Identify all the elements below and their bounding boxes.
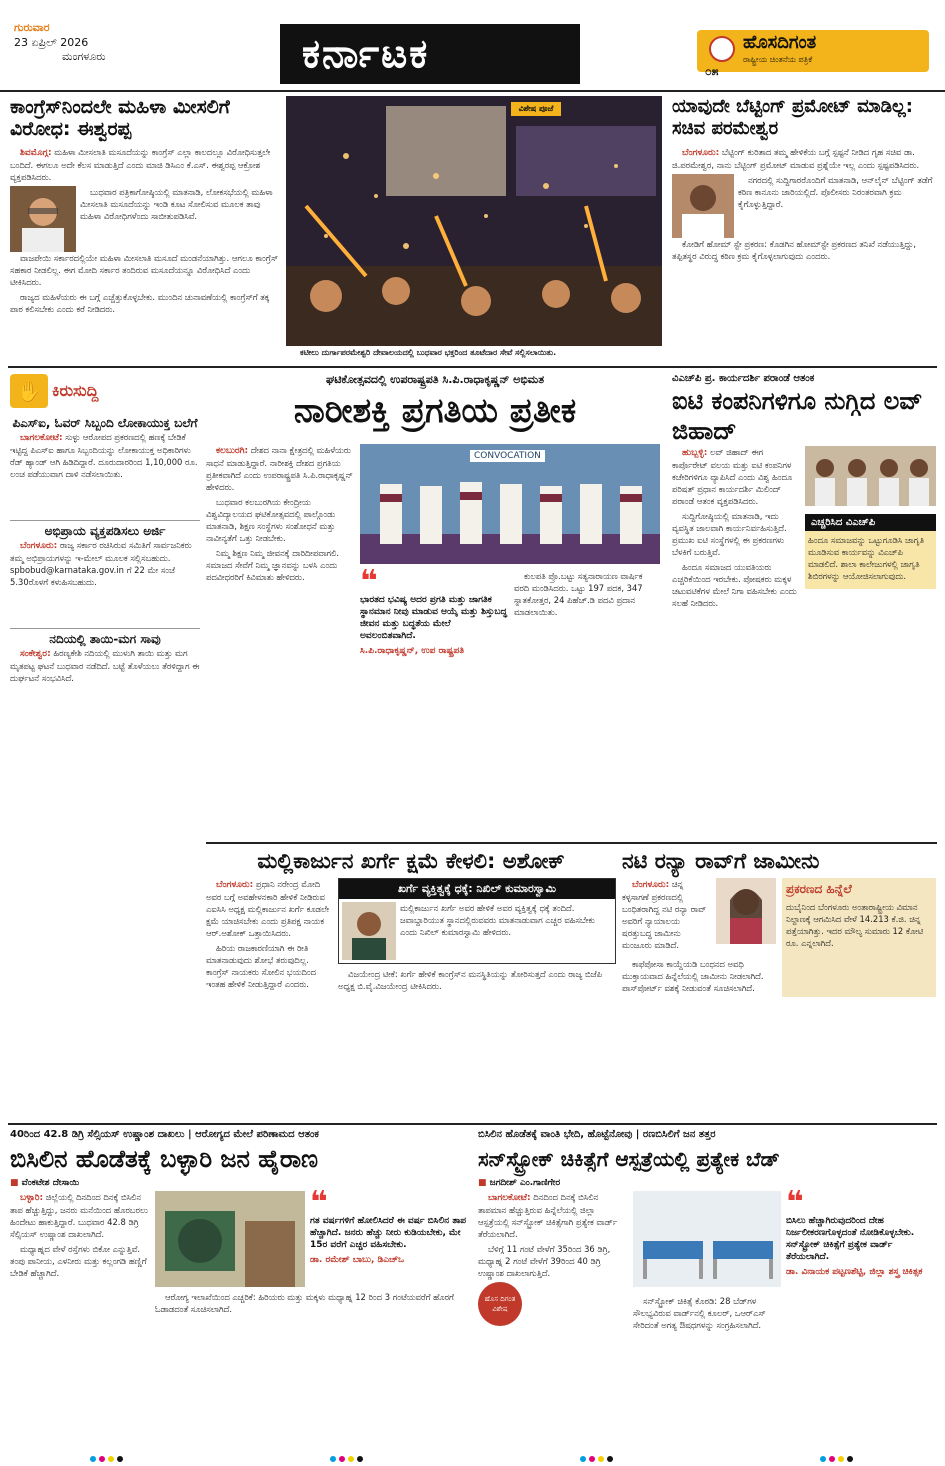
paragraph: ಸುದ್ದಿಗೋಷ್ಠಿಯಲ್ಲಿ ಮಾತನಾಡಿ, ಇದು ವ್ಯವಸ್ಥಿತ ಜಾಲವಾಗಿ ಕಾರ್ಯನಿರ್ವಹಿಸುತ್ತಿದೆ. ಪ್ರಮುಖ ಐಟಿ ಸಂಸ್ಥೆಗಳಲ್ಲಿ ಈ ಪ್ರಕರಣಗಳು ಬೆಳಕಿಗೆ ಬರುತ್ತಿವೆ. [672, 511, 787, 557]
edition-city: ಮಂಗಳೂರು [62, 50, 106, 63]
brief-headline[interactable]: ಅಭಿಪ್ರಾಯ ವ್ಯಕ್ತಪಡಿಸಲು ಅರ್ಜಿ [10, 520, 200, 539]
dateline: ಬೆಂಗಳೂರು: [216, 880, 254, 890]
brief-body [10, 431, 200, 480]
story-kharge [206, 846, 616, 1118]
story-body [10, 146, 280, 315]
paragraph: ಬುಧವಾರ ಕಲಬುರಗಿಯ ಕೇಂದ್ರೀಯ ವಿಶ್ವವಿದ್ಯಾಲಯದ ಘಟಿಕೋತ್ಸವದಲ್ಲಿ ಪಾಲ್ಗೊಂಡು ಮಾತನಾಡಿ, ಶಿಕ್ಷಣ ಸಂಸ್ಥೆಗಳು ಸಂಶೋಧನೆ ಮತ್ತು ನಾವೀನ್ಯತೆಗೆ ಒತ್ತು ನೀಡಬೇಕು. [206, 497, 336, 543]
temple-festival-photo [286, 96, 662, 346]
pull-quote [360, 564, 508, 657]
portrait-photo [10, 186, 76, 252]
color-registration-marks [820, 1447, 856, 1453]
headline[interactable]: ಯಾವುದೇ ಬೆಟ್ಟಿಂಗ್ ಪ್ರಮೋಟ್ ಮಾಡಿಲ್ಲ: ಸಚಿವ ಪರಮೇಶ್ವರ [672, 96, 913, 139]
dateline: ಕಲಬುರಗಿ: [216, 446, 249, 456]
dateline: ಬಾಗಲಕೋಟೆ: [488, 1193, 531, 1203]
headline[interactable]: ಬಿಸಿಲಿನ ಹೊಡೆತಕ್ಕೆ ಬಳ್ಳಾರಿ ಜನ ಹೈರಾಣ [10, 1145, 319, 1173]
story-body [206, 444, 354, 657]
dateline: ಶಿವಮೊಗ್ಗ: [20, 148, 52, 158]
paragraph: ಹಿಂದೂ ಸಮಾಜದ ಯುವತಿಯರು ಎಚ್ಚರಿಕೆಯಿಂದ ಇರಬೇಕು. ಪೋಷಕರು ಮಕ್ಕಳ ಚಟುವಟಿಕೆಗಳ ಮೇಲೆ ನಿಗಾ ವಹಿಸಬೇಕು ಎಂದು ಸಲಹೆ ನೀಡಿದರು. [672, 562, 797, 608]
brief-label: ಕಿರುಸುದ್ದಿ [52, 381, 99, 400]
quote-text: ಭಾರತದ ಭವಿಷ್ಯ ಅದರ ಪ್ರಗತಿ ಮತ್ತು ಜಾಗತಿಕ ಸ್ಥಾನಮಾನ ನೀವು ಮಾಡುವ ಆಯ್ಕೆ ಮತ್ತು ಶಿಸ್ತುಬದ್ಧ ಜೀವನ ಮತ್ತು ಬದ್ಧತೆಯ ಮೇಲೆ ಅವಲಂಬಿತವಾಗಿದೆ. [360, 595, 508, 641]
paragraph: ಸನ್‌ಸ್ಟ್ರೋಕ್ ಚಿಕಿತ್ಸೆ ಕೊಠಡಿ: 28 ಬೆಡ್‌ಗಳ ಸೌಲಭ್ಯವಿರುವ ವಾರ್ಡ್‌ನಲ್ಲಿ ಕೂಲರ್, ಒಆರ್‌ಎಸ್ ಸೇರಿದಂತೆ ಅಗತ್ಯ ಔಷಧಗಳನ್ನು ಸಂಗ್ರಹಿಸಲಾಗಿದೆ. [633, 1296, 766, 1330]
dateline: ಬೆಂಗಳೂರು: [682, 148, 720, 158]
dateline: ಬೆಂಗಳೂರು: [20, 541, 58, 551]
dateline: ಹುಬ್ಬಳ್ಳಿ: [682, 448, 708, 458]
dateline: ಬಳ್ಳಾರಿ: [20, 1193, 44, 1203]
special-stamp: ಹೊಸ ದಿಗಂತ ವಿಶೇಷ [478, 1282, 522, 1326]
special-puja-badge: ವಿಶೇಷ ಪೂಜೆ [511, 102, 561, 116]
issue-date: 23 ಏಪ್ರಿಲ್ 2026 [14, 36, 89, 49]
pull-quote [786, 1185, 936, 1334]
brief-headline[interactable]: ನದಿಯಲ್ಲಿ ತಾಯಿ-ಮಗ ಸಾವು [10, 628, 200, 647]
paragraph: ಹಿರಿಯ ರಾಜಕಾರಣಿಯಾಗಿ ಈ ರೀತಿ ಮಾತನಾಡುವುದು ಶೋಭೆ ತರುವುದಿಲ್ಲ. ಕಾಂಗ್ರೆಸ್ ನಾಯಕರು ಸೋಲಿನ ಭಯದಿಂದ ಇಂತಹ ಹೇಳಿಕೆ ನೀಡುತ್ತಿದ್ದಾರೆ ಎಂದರು. [206, 943, 316, 989]
brief-body [10, 647, 200, 684]
box-title: ಖರ್ಗೆ ವ್ಯಕ್ತಿತ್ವಕ್ಕೆ ಧಕ್ಕೆ: ನಿಖಿಲ್ ಕುಮಾರಸ್ವಾಮಿ [339, 879, 615, 899]
story-body [478, 1191, 628, 1334]
paragraph: ಕಾಫೆಪೋಸಾ ಕಾಯ್ದೆಯಡಿ ಬಂಧನದ ಅವಧಿ ಮುಕ್ತಾಯವಾದ ಹಿನ್ನೆಲೆಯಲ್ಲಿ ಜಾಮೀನು ನೀಡಲಾಗಿದೆ. ಪಾಸ್‌ಪೋರ್ಟ್ ವಶಕ್ಕೆ ನೀಡುವಂತೆ ಸೂಚಿಸಲಾಗಿದೆ. [622, 959, 764, 993]
paragraph: ಲವ್ ಜಿಹಾದ್ ಈಗ ಕಾರ್ಪೊರೇಟ್ ವಲಯ ಮತ್ತು ಐಟಿ ಕಂಪನಿಗಳ ಕಚೇರಿಗಳಿಗೂ ವ್ಯಾಪಿಸಿದೆ ಎಂದು ವಿಶ್ವ ಹಿಂದೂ ಪರಿಷತ್ ಪ್ರಧಾನ ಕಾರ್ಯದರ್ಶಿ ಮಿಲಿಂದ್ ಪರಾಂಡೆ ಆತಂಕ ವ್ಯಕ್ತಪಡಿಸಿದರು. [672, 447, 793, 506]
kicker: ಬಿಸಿಲಿನ ಹೊಡೆತಕ್ಕೆ ವಾಂತಿ ಭೇದಿ, ಹೊಟ್ಟೆನೋವು | ರಣಬಿಸಿಲಿಗೆ ಜನ ತತ್ತರ [478, 1129, 716, 1140]
brand-name: ಹೊಸದಿಗಂತ [743, 32, 817, 53]
paragraph: ಪ್ರಧಾನಿ ನರೇಂದ್ರ ಮೋದಿ ಅವರ ಬಗ್ಗೆ ಅವಹೇಳನಕಾರಿ ಹೇಳಿಕೆ ನೀಡಿರುವ ಎಐಸಿಸಿ ಅಧ್ಯಕ್ಷ ಮಲ್ಲಿಕಾರ್ಜುನ ಖರ್ಗೆ ಕೂಡಲೇ ಕ್ಷಮೆ ಯಾಚಿಸಬೇಕು ಎಂದು ಪ್ರತಿಪಕ್ಷ ನಾಯಕ ಆರ್.ಅಶೋಕ್ ಒತ್ತಾಯಿಸಿದರು. [206, 879, 330, 938]
paragraph: ವಾಜಪೇಯಿ ಸರ್ಕಾರದಲ್ಲಿಯೇ ಮಹಿಳಾ ಮೀಸಲಾತಿ ಮಸೂದೆ ಮಂಡನೆಯಾಗಿತ್ತು. ಆಗಲೂ ಕಾಂಗ್ರೆಸ್ ಸಹಕಾರ ನೀಡಲಿಲ್ಲ. ಈಗ ಮೋದಿ ಸರ್ಕಾರ ತಂದಿರುವ ಮಸೂದೆಯನ್ನೂ ವಿರೋಧಿಸಿದೆ ಎಂದು ಟೀಕಿಸಿದರು. [10, 253, 279, 287]
story-mahila-meesalu [10, 96, 280, 360]
quote-attribution: ಡಾ. ವಿನಾಯಕ ಪಟ್ಟಣಶೆಟ್ಟಿ, ಜಿಲ್ಲಾ ಶಸ್ತ್ರ ಚಿಕಿತ್ಸಕ [786, 1267, 923, 1277]
box-title: ಎಚ್ಚರಿಸಿದ ವಿಎಚ್‌ಪಿ [805, 514, 936, 531]
convocation-photo [360, 444, 660, 564]
box-body: ದುಬೈನಿಂದ ಬೆಂಗಳೂರು ಅಂತಾರಾಷ್ಟ್ರೀಯ ವಿಮಾನ ನಿಲ್ದಾಣಕ್ಕೆ ಆಗಮಿಸಿದ ವೇಳೆ 14.213 ಕೆ.ಜಿ. ಚಿನ್ನ ಪತ್ತೆಯಾಗಿತ್ತು. ಇದರ ಮೌಲ್ಯ ಸುಮಾರು 12 ಕೋಟಿ ರೂ. ಎನ್ನಲಾಗಿದೆ. [786, 902, 924, 948]
dignitaries-image [360, 444, 660, 564]
story-body [622, 878, 712, 954]
paragraph: ಬುಧವಾರ ಪತ್ರಿಕಾಗೋಷ್ಠಿಯಲ್ಲಿ ಮಾತನಾಡಿ, ಲೋಕಸಭೆಯಲ್ಲಿ ಮಹಿಳಾ ಮೀಸಲಾತಿ ಮಸೂದೆಯನ್ನು ಇಂಡಿ ಕೂಟ ಸೋಲಿಸುವ ಮೂಲಕ ತಾವು ಮಹಿಳಾ ವಿರೋಧಿಗಳೆಂದು ಸಾಬೀತುಪಡಿಸಿವೆ. [80, 187, 273, 221]
headline[interactable]: ಮಲ್ಲಿಕಾರ್ಜುನ ಖರ್ಗೆ ಕ್ಷಮೆ ಕೇಳಲಿ: ಅಶೋಕ್ [257, 849, 565, 873]
quote-attribution: ಸಿ.ಪಿ.ರಾಧಾಕೃಷ್ಣನ್, ಉಪ ರಾಷ್ಟ್ರಪತಿ [360, 646, 465, 656]
paragraph: ಕುಲಪತಿ ಪ್ರೊ.ಬಟ್ಟು ಸತ್ಯನಾರಾಯಣ ವಾರ್ಷಿಕ ವರದಿ ಮಂಡಿಸಿದರು. ಒಟ್ಟು 197 ಪದಕ, 347 ಸ್ನಾತಕೋತ್ತರ, 24 ಪಿಹೆಚ್.ಡಿ ಪದವಿ ಪ್ರದಾನ ಮಾಡಲಾಯಿತು. [514, 571, 643, 617]
paragraph: ಮಹಿಳಾ ಮೀಸಲಾತಿ ಮಸೂದೆಯನ್ನು ಕಾಂಗ್ರೆಸ್ ಎಲ್ಲಾ ಕಾಲದಲ್ಲೂ ವಿರೋಧಿಸುತ್ತಲೇ ಬಂದಿದೆ. ಈಗಲೂ ಅದೇ ಕೆಲಸ ಮಾಡುತ್ತಿದೆ ಎಂದು ಮಾಜಿ ಡಿಸಿಎಂ ಕೆ.ಎಸ್. ಈಶ್ವರಪ್ಪ ಆಕ್ರೋಶ ವ್ಯಕ್ತಪಡಿಸಿದರು. [10, 147, 271, 182]
street-heat-photo [155, 1191, 305, 1287]
story-body [338, 968, 616, 992]
brand-tagline: ರಾಷ್ಟ್ರೀಯ ಚಿಂತನೆಯ ಪತ್ರಿಕೆ [743, 55, 813, 64]
color-registration-marks [90, 1447, 126, 1453]
brief-body [10, 539, 200, 588]
kicker: ವಿಎಚ್‌ಪಿ ಪ್ರ. ಕಾರ್ಯದರ್ಶಿ ಪರಾಂಡೆ ಆತಂಕ [672, 373, 815, 384]
quote-text: ಬಿಸಿಲು ಹೆಚ್ಚಾಗಿರುವುದರಿಂದ ದೇಹ ನಿರ್ಜಲೀಕರಣಗೊಳ್ಳದಂತೆ ನೋಡಿಕೊಳ್ಳಬೇಕು. ಸನ್‌ಸ್ಟ್ರೋಕ್ ಚಿಕಿತ್ಸೆಗೆ ಪ್ರತ್ಯೇಕ ವಾರ್ಡ್ ತೆರೆಯಲಾಗಿದೆ. [786, 1216, 915, 1262]
photo-caption: ಕಟೀಲು ದುರ್ಗಾಪರಮೇಶ್ವರಿ ದೇವಾಲಯದಲ್ಲಿ ಬುಧವಾರ ಭಕ್ತರಿಂದ ತೂಟೆದಾರ ಸೇವೆ ಸಲ್ಲಿಸಲಾಯಿತು. [300, 348, 557, 357]
paragraph: ಸುಳ್ಳು ಆರೋಪದ ಪ್ರಕರಣದಲ್ಲಿ ಹಣಕ್ಕೆ ಬೇಡಿಕೆ ಇಟ್ಟಿದ್ದ ಪಿಎಸ್‌ಐ ಹಾಗೂ ಸಿಬ್ಬಂದಿಯನ್ನು ಲೋಕಾಯುಕ್ತ ಅಧಿಕಾರಿಗಳು ರೆಡ್ ಹ್ಯಾಂಡ್ ಆಗಿ ಹಿಡಿದಿದ್ದಾರೆ. ದೂರುದಾರರಿಂದ 1,10,000 ರೂ. ಲಂಚ ಪಡೆಯುವಾಗ ದಾಳಿ ನಡೆಸಲಾಯಿತು. [10, 432, 198, 479]
color-registration-marks [580, 1447, 616, 1453]
story-betting [672, 96, 936, 360]
story-body [155, 1291, 470, 1315]
dateline: ಬೆಂಗಳೂರು: [632, 880, 670, 890]
paragraph: ದಿನದಿಂದ ದಿನಕ್ಕೆ ಬಿಸಿಲಿನ ತಾಪಮಾನ ಹೆಚ್ಚುತ್ತಿರುವ ಹಿನ್ನೆಲೆಯಲ್ಲಿ ಜಿಲ್ಲಾ ಆಸ್ಪತ್ರೆಯಲ್ಲಿ ಸನ್‌ಸ್ಟ್ರೋಕ್ ಚಿಕಿತ್ಸೆಗಾಗಿ ಪ್ರತ್ಯೇಕ ವಾರ್ಡ್ ತೆರೆಯಲಾಗಿದೆ. [478, 1192, 618, 1239]
sidebar-box [782, 878, 936, 997]
portrait-photo [716, 878, 776, 944]
masthead [0, 0, 945, 92]
story-nari-shakti [206, 372, 664, 838]
brief-hand-icon: ✋ [10, 374, 48, 408]
paragraph: ನಿಮ್ಮ ಶಿಕ್ಷಣ ನಿಮ್ಮ ಜೀವನಕ್ಕೆ ದಾರಿದೀಪವಾಗಲಿ. ಸಮಾಜದ ಸೇವೆಗೆ ನಿಮ್ಮ ಜ್ಞಾನವನ್ನು ಬಳಸಿ ಎಂದು ಪದವೀಧರರಿಗೆ ಕಿವಿಮಾತು ಹೇಳಿದರು. [206, 548, 340, 582]
headline[interactable]: ಐಟಿ ಕಂಪನಿಗಳಿಗೂ ನುಗ್ಗಿದ ಲವ್ ಜಿಹಾದ್ [672, 387, 923, 445]
divider [8, 1123, 937, 1125]
quote-mark-icon: ❝ [310, 1185, 328, 1220]
byline [10, 1178, 470, 1188]
section-title: ಕರ್ನಾಟಕ [280, 24, 580, 84]
dateline: ಬಾಗಲಕೋಟೆ: [20, 433, 63, 443]
paragraph: ರಾಜ್ಯದ ಮಹಿಳೆಯರು ಈ ಬಗ್ಗೆ ಎಚ್ಚೆತ್ತುಕೊಳ್ಳಬೇಕು. ಮುಂದಿನ ಚುನಾವಣೆಯಲ್ಲಿ ಕಾಂಗ್ರೆಸ್‌ಗೆ ತಕ್ಕ ಪಾಠ ಕಲಿಸಬೇಕು ಎಂದು ಕರೆ ನೀಡಿದರು. [10, 292, 270, 314]
dateline-block [14, 20, 88, 50]
sidebar-box [338, 878, 616, 964]
portrait-photo [342, 902, 396, 960]
paragraph: ಬೆಟ್ಟಿಂಗ್ ಕುರಿತಾದ ತಮ್ಮ ಹೇಳಿಕೆಯ ಬಗ್ಗೆ ಸ್ಪಷ್ಟನೆ ನೀಡಿದ ಗೃಹ ಸಚಿವ ಡಾ. ಜಿ.ಪರಮೇಶ್ವರ, ನಾನು ಬೆಟ್ಟಿಂಗ್ ಪ್ರಮೋಟ್ ಮಾಡುವ ಪ್ರಶ್ನೆಯೇ ಇಲ್ಲ ಎಂದು ಸ್ಪಷ್ಟಪಡಿಸಿದರು. [672, 147, 920, 170]
quote-mark-icon: ❝ [786, 1185, 804, 1220]
paragraph: ಬೆಳಿಗ್ಗೆ 11 ಗಂಟೆ ವೇಳೆಗೆ 35ರಿಂದ 36 ಡಿಗ್ರಿ, ಮಧ್ಯಾಹ್ನ 2 ಗಂಟೆ ವೇಳೆಗೆ 39ರಿಂದ 40 ಡಿಗ್ರಿ ಉಷ್ಣಾಂಶ ದಾಖಲಾಗುತ್ತಿದೆ. [478, 1244, 611, 1278]
box-body: ಹಿಂದೂ ಸಮಾಜವನ್ನು ಒಟ್ಟುಗೂಡಿಸಿ ಜಾಗೃತಿ ಮೂಡಿಸುವ ಕಾರ್ಯವನ್ನು ವಿಎಚ್‌ಪಿ ಮಾಡಲಿದೆ. ಶಾಲಾ ಕಾಲೇಜುಗಳಲ್ಲಿ ಜಾಗೃತಿ ಶಿಬಿರಗಳನ್ನು ಆಯೋಜಿಸಲಾಗುವುದು. [808, 535, 925, 581]
byline-marker-icon: ■ [10, 1178, 22, 1188]
story-body [672, 146, 936, 262]
byline-name: ವೆಂಕಟೇಶ ದೇಸಾಯಿ [21, 1178, 80, 1188]
byline-name: ಜಗದೀಶ್ ಎಂ.ಗಾಣಿಗೇರ [489, 1178, 561, 1188]
sidebar-box [805, 514, 936, 589]
paragraph: ಮಧ್ಯಾಹ್ನದ ವೇಳೆ ರಸ್ತೆಗಳು ಬಿಕೋ ಎನ್ನುತ್ತಿವೆ. ತಂಪು ಪಾನೀಯ, ಎಳನೀರು ಮತ್ತು ಕಲ್ಲಂಗಡಿ ಹಣ್ಣಿಗೆ ಬೇಡಿಕೆ ಹೆಚ್ಚಾಗಿದೆ. [10, 1244, 147, 1278]
hospital-ward-photo [633, 1191, 781, 1287]
page-number: ೦೫ [705, 64, 719, 78]
press-meet-photo [805, 446, 936, 506]
divider [206, 842, 937, 844]
paragraph: ರಾಜ್ಯ ಸರ್ಕಾರ ರಚಿಸಿರುವ ಸಮಿತಿಗೆ ಸಾರ್ವಜನಿಕರು ತಮ್ಮ ಅಭಿಪ್ರಾಯಗಳನ್ನು ಇ-ಮೇಲ್ ಮೂಲಕ ಸಲ್ಲಿಸಬಹುದು. spbobud@karnataka.gov.in ಗೆ 22 ಮೇ ಸಂಜೆ 5.30ರೊಳಗೆ ಕಳುಹಿಸಬಹುದು. [10, 540, 192, 587]
byline [478, 1178, 936, 1188]
story-body [10, 1191, 150, 1318]
box-body: ಮಲ್ಲಿಕಾರ್ಜುನ ಖರ್ಗೆ ಅವರ ಹೇಳಿಕೆ ಅವರ ವ್ಯಕ್ತಿತ್ವಕ್ಕೆ ಧಕ್ಕೆ ತಂದಿದೆ. ಜವಾಬ್ದಾರಿಯುತ ಸ್ಥಾನದಲ್ಲಿರುವವರು ಮಾತನಾಡುವಾಗ ಎಚ್ಚರ ವಹಿಸಬೇಕು ಎಂದು ನಿಖಿಲ್ ಕುಮಾರಸ್ವಾಮಿ ಹೇಳಿದರು. [400, 903, 595, 937]
quote-mark-icon: ❝ [360, 564, 378, 599]
kicker: ಘಟಿಕೋತ್ಸವದಲ್ಲಿ ಉಪರಾಷ್ಟ್ರಪತಿ ಸಿ.ಪಿ.ರಾಧಾಕೃಷ್ಣನ್ ಅಭಿಮತ [325, 373, 545, 386]
paragraph: ಹಿರಣ್ಯಕೇಶಿ ನದಿಯಲ್ಲಿ ಮುಳುಗಿ ತಾಯಿ ಮತ್ತು ಮಗ ಮೃತಪಟ್ಟ ಘಟನೆ ಬುಧವಾರ ನಡೆದಿದೆ. ಬಟ್ಟೆ ತೊಳೆಯಲು ತೆರಳಿದ್ದಾಗ ಈ ದುರ್ಘಟನೆ ಸಂಭವಿಸಿದೆ. [10, 648, 200, 683]
convocation-banner: CONVOCATION [470, 450, 545, 462]
paragraph: ಚಿನ್ನ ಕಳ್ಳಸಾಗಣೆ ಪ್ರಕರಣದಲ್ಲಿ ಬಂಧಿತರಾಗಿದ್ದ ನಟಿ ರನ್ಯಾ ರಾವ್ ಅವರಿಗೆ ನ್ಯಾಯಾಲಯ ಷರತ್ತುಬದ್ಧ ಜಾಮೀನು ಮಂಜೂರು ಮಾಡಿದೆ. [622, 879, 707, 950]
paragraph: ಕೋಡಿಗೆ ಹೋಮ್ ಸ್ಟೇ ಪ್ರಕರಣ: ಕೊಡಗಿನ ಹೋಮ್‌ಸ್ಟೇ ಪ್ರಕರಣದ ತನಿಖೆ ನಡೆಯುತ್ತಿದ್ದು, ತಪ್ಪಿತಸ್ಥರ ವಿರುದ್ಧ ಕಠಿಣ ಕ್ರಮ ಕೈಗೊಳ್ಳಲಾಗುವುದು ಎಂದರು. [672, 239, 916, 261]
story-sunstroke [478, 1128, 936, 1428]
headline[interactable]: ನಾರೀಶಕ್ತಿ ಪ್ರಗತಿಯ ಪ್ರತೀಕ [293, 391, 577, 431]
paragraph: ನಗರದಲ್ಲಿ ಸುದ್ದಿಗಾರರೊಂದಿಗೆ ಮಾತನಾಡಿ, ಆನ್‌ಲೈನ್ ಬೆಟ್ಟಿಂಗ್ ತಡೆಗೆ ಕಠಿಣ ಕಾನೂನು ಜಾರಿಯಲ್ಲಿದೆ. ಪೊಲೀಸರು ನಿರಂತರವಾಗಿ ಕ್ರಮ ಕೈಗೊಳ್ಳುತ್ತಿದ್ದಾರೆ. [738, 175, 933, 209]
paragraph: ದೇಶದ ನಾನಾ ಕ್ಷೇತ್ರದಲ್ಲಿ ಮಹಿಳೆಯರು ಸಾಧನೆ ಮಾಡುತ್ತಿದ್ದಾರೆ. ನಾರೀಶಕ್ತಿ ದೇಶದ ಪ್ರಗತಿಯ ಪ್ರತೀಕವಾಗಿದೆ ಎಂದು ಉಪರಾಷ್ಟ್ರಪತಿ ಸಿ.ಪಿ.ರಾಧಾಕೃಷ್ಣನ್ ಹೇಳಿದರು. [206, 445, 353, 492]
weekday: ಗುರುವಾರ [14, 21, 50, 34]
story-love-jihad [672, 372, 936, 838]
kirusuddi-column [10, 372, 200, 838]
newspaper-logo [697, 30, 929, 78]
color-registration-marks [330, 1447, 366, 1453]
story-body [633, 1295, 781, 1331]
headline[interactable]: ಕಾಂಗ್ರೆಸ್‌ನಿಂದಲೇ ಮಹಿಳಾ ಮೀಸಲಿಗೆ ವಿರೋಧ: ಈಶ್ವರಪ್ಪ [10, 96, 230, 140]
headline[interactable]: ನಟಿ ರನ್ಯಾ ರಾವ್‌ಗೆ ಜಾಮೀನು [622, 849, 820, 873]
box-title: ಪ್ರಕರಣದ ಹಿನ್ನೆಲೆ [786, 882, 852, 896]
headline[interactable]: ಸನ್‌ಸ್ಟ್ರೋಕ್ ಚಿಕಿತ್ಸೆಗೆ ಆಸ್ಪತ್ರೆಯಲ್ಲಿ ಪ್ರತ್ಯೇಕ ಬೆಡ್ [478, 1147, 780, 1171]
quote-attribution: ಡಾ. ರಮೇಶ್ ಬಾಬು, ಡಿಎಚ್‌ಒ [310, 1255, 405, 1265]
brief-headline[interactable]: ಪಿಎಸ್‌ಐ, ಓವರ್ ಸಿಬ್ಬಂದಿ ಲೋಕಾಯುಕ್ತ ಬಲೆಗೆ [12, 416, 198, 430]
story-ranya-rao [622, 846, 936, 1118]
quote-text: ಗತ ವರ್ಷಗಳಿಗೆ ಹೋಲಿಸಿದರೆ ಈ ವರ್ಷ ಬಿಸಿಲಿನ ತಾಪ ಹೆಚ್ಚಾಗಿದೆ. ಜನರು ಹೆಚ್ಚು ನೀರು ಕುಡಿಯಬೇಕು, ಮೇ 15ರ ವರೆಗೆ ಎಚ್ಚರ ವಹಿಸಬೇಕು. [310, 1216, 467, 1250]
paragraph: ಜಿಲ್ಲೆಯಲ್ಲಿ ದಿನದಿಂದ ದಿನಕ್ಕೆ ಬಿಸಿಲಿನ ತಾಪ ಹೆಚ್ಚುತ್ತಿದ್ದು, ಜನರು ಮನೆಯಿಂದ ಹೊರಬರಲು ಹಿಂದೇಟು ಹಾಕುತ್ತಿದ್ದಾರೆ. ಬುಧವಾರ 42.8 ಡಿಗ್ರಿ ಸೆಲ್ಸಿಯಸ್ ಉಷ್ಣಾಂಶ ದಾಖಲಾಗಿದೆ. [10, 1192, 148, 1239]
divider [8, 366, 937, 368]
story-body [206, 878, 332, 995]
festival-scene-image [286, 96, 662, 346]
byline-marker-icon: ■ [478, 1178, 490, 1188]
story-body [672, 446, 800, 612]
pull-quote [310, 1185, 470, 1287]
portrait-photo [672, 174, 734, 238]
story-ballari-heat [10, 1128, 470, 1428]
paragraph: ಆರೋಗ್ಯ ಇಲಾಖೆಯಿಂದ ಎಚ್ಚರಿಕೆ: ಹಿರಿಯರು ಮತ್ತು ಮಕ್ಕಳು ಮಧ್ಯಾಹ್ನ 12 ರಿಂದ 3 ಗಂಟೆಯವರೆಗೆ ಹೊರಗೆ ಓಡಾಡದಂತೆ ಸೂಚಿಸಲಾಗಿದೆ. [155, 1292, 454, 1314]
paragraph: ವಿಜಯೇಂದ್ರ ಟೀಕೆ: ಖರ್ಗೆ ಹೇಳಿಕೆ ಕಾಂಗ್ರೆಸ್‌ನ ಮನಸ್ಥಿತಿಯನ್ನು ತೋರಿಸುತ್ತದೆ ಎಂದು ರಾಜ್ಯ ಬಿಜೆಪಿ ಅಧ್ಯಕ್ಷ ಬಿ.ವೈ.ವಿಜಯೇಂದ್ರ ಟೀಕಿಸಿದರು. [338, 969, 603, 991]
story-body [622, 958, 776, 994]
kicker: 40ರಿಂದ 42.8 ಡಿಗ್ರಿ ಸೆಲ್ಸಿಯಸ್ ಉಷ್ಣಾಂಶ ದಾಖಲು | ಆರೋಗ್ಯದ ಮೇಲೆ ಪರಿಣಾಮದ ಆತಂಕ [10, 1129, 319, 1140]
dateline: ಸಂಕೇಶ್ವರ: [20, 649, 51, 659]
story-body [514, 570, 660, 657]
